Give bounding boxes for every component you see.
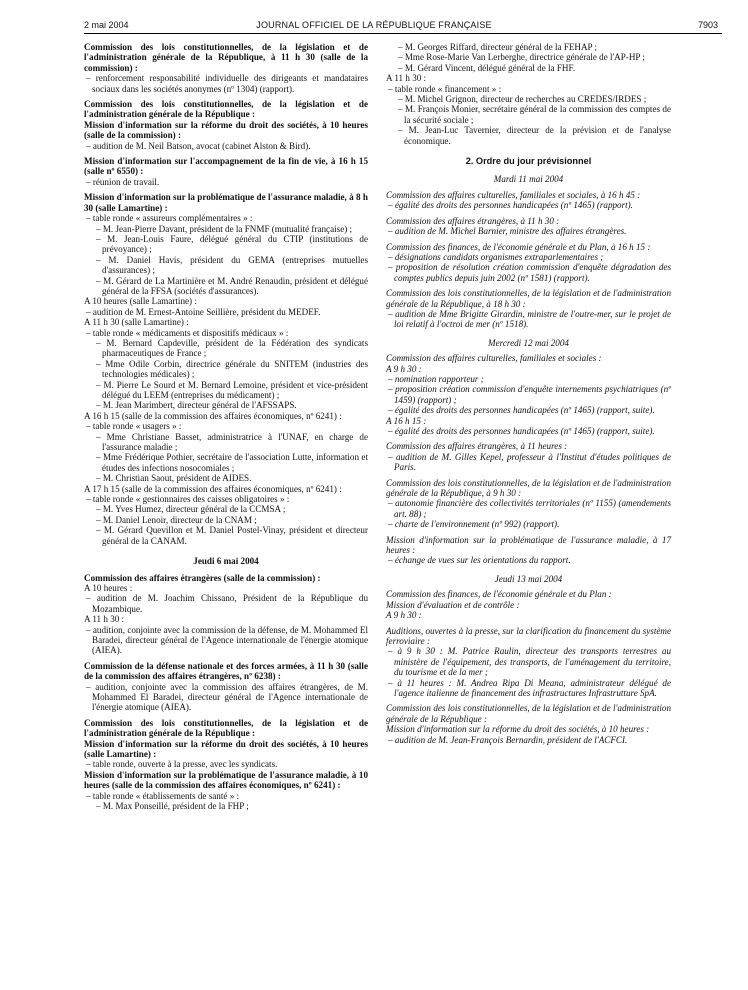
- agenda-item: – table ronde « financement » :: [388, 83, 502, 94]
- paragraph: A 11 h 30 :: [386, 73, 427, 84]
- commission-heading: Mission d'information sur la problématique de l'assurance maladie, à 10 heures (salle de la commission des affaires économiques, nº 6241) :: [84, 769, 368, 791]
- right-column: [386, 42, 671, 745]
- paragraph: A 17 h 15 (salle de la commission des affaires économiques, nº 6241) :: [84, 483, 342, 494]
- paragraph: A 16 h 15 :: [386, 415, 427, 426]
- agenda-item: – M. Gérard Quevillon et M. Daniel Postel-Vinay, président et directeur général de la CANAM.: [96, 525, 368, 546]
- agenda-item: – table ronde, ouverte à la presse, avec les syndicats.: [86, 759, 278, 770]
- agenda-item: – autonomie financière des collectivités territoriales (nº 1155) (amendements art. 88) ;: [388, 498, 671, 519]
- agenda-item: – audition de M. Joachim Chissano, Président de la République du Mozambique.: [86, 593, 368, 614]
- agenda-item: – audition de M. Ernest-Antoine Seillière, président du MEDEF.: [86, 306, 321, 317]
- agenda-item: – M. Christian Saout, président de AIDES.: [96, 473, 252, 484]
- paragraph: Commission des lois constitutionnelles, de la législation et de l'administration générale de la République :: [386, 703, 671, 724]
- header-date: 2 mai 2004: [84, 20, 129, 30]
- commission-heading: Commission des lois constitutionnelles, de la législation et de l'administration générale de la République :: [84, 717, 368, 739]
- agenda-item: – M. Bernard Capdeville, président de la Fédération des syndicats pharmaceutiques de France ;: [96, 337, 368, 359]
- paragraph: Commission des finances, de l'économie générale et du Plan :: [386, 589, 612, 600]
- agenda-item: – table ronde « usagers » :: [86, 421, 182, 432]
- agenda-item: – M. Jean-Louis Faure, délégué général du CTIP (institutions de prévoyance) ;: [96, 233, 368, 255]
- agenda-item: – audition de M. Neil Batson, avocat (cabinet Alston & Bird).: [86, 140, 311, 151]
- agenda-item: – Mme Rose-Marie Van Lerberghe, directrice générale de l'AP-HP ;: [398, 52, 645, 63]
- commission-heading: Commission des lois constitutionnelles, de la législation et de l'administration générale de la République, à 11 h 30 (salle de la commission) :: [84, 42, 368, 73]
- commission-heading: Mission d'information sur l'accompagnement de la fin de vie, à 16 h 15 (salle nº 6550) :: [84, 156, 368, 177]
- agenda-item: – audition de M. Jean-François Bernardin, président de l'ACFCI.: [388, 734, 628, 745]
- paragraph: Commission des lois constitutionnelles, de la législation et de l'administration générale de la République, à 18 h 30 :: [386, 288, 671, 309]
- agenda-item: – M. Georges Riffard, directeur général de la FEHAP ;: [398, 42, 598, 52]
- day-heading: Jeudi 13 mai 2004: [494, 573, 563, 584]
- day-heading: Jeudi 6 mai 2004: [193, 556, 259, 567]
- paragraph: Commission des affaires étrangères, à 11 h 30 :: [386, 215, 560, 226]
- left-column: [84, 42, 368, 811]
- agenda-item: – désignations candidats organismes extraparlementaires ;: [388, 251, 604, 262]
- agenda-item: – M. Jean-Pierre Davant, président de la FNMF (mutualité française) ;: [96, 223, 353, 234]
- agenda-item: – M. Gérard Vincent, délégué général de la FHF.: [398, 62, 576, 73]
- agenda-item: – M. Jean Marimbert, directeur général de l'AFSSAPS.: [96, 400, 297, 411]
- agenda-item: – Mme Odile Corbin, directrice générale du SNITEM (industries des technologies médicales) ;: [96, 358, 368, 380]
- agenda-item: – M. Daniel Lenoir, directeur de la CNAM ;: [96, 514, 257, 525]
- paragraph: Commission des affaires étrangères, à 11 heures :: [386, 441, 568, 452]
- agenda-item: – à 11 heures : M. Andrea Ripa Di Meana, administrateur délégué de l'agence italienne de financement des infrastructures Infrastrutture SpA.: [388, 677, 671, 698]
- agenda-item: – M. Pierre Le Sourd et M. Bernard Lemoine, président et vice-président délégué du LEEM (entreprises du médicament) ;: [96, 379, 368, 400]
- agenda-item: – M. Max Ponseillé, président de la FHP ;: [96, 801, 249, 812]
- paragraph: A 10 heures :: [84, 582, 133, 593]
- commission-heading: Mission d'information sur la problématique de l'assurance maladie, à 8 h 30 (salle Lamartine) :: [84, 192, 368, 213]
- agenda-item: – audition de M. Michel Barnier, ministre des affaires étrangères.: [388, 226, 627, 237]
- header-rule: [84, 33, 722, 34]
- agenda-item: – M. Jean-Luc Tavernier, directeur de la prévision et de l'analyse économique.: [398, 125, 671, 146]
- agenda-item: – à 9 h 30 : M. Patrice Raulin, directeur des transports terrestres au ministère de l'équipement, des transports, de l'aménagement du territoire, du tourisme et de la mer ;: [388, 646, 671, 678]
- agenda-item: – audition de Mme Brigitte Girardin, ministre de l'outre-mer, sur le projet de loi relatif à l'octroi de mer (nº 1518).: [388, 308, 671, 330]
- paragraph: Commission des finances, de l'économie générale et du Plan, à 16 h 15 :: [386, 241, 651, 252]
- paragraph: Auditions, ouvertes à la presse, sur la clarification du financement du système ferroviaire :: [386, 625, 671, 646]
- paragraph: A 11 h 30 :: [84, 614, 125, 625]
- paragraph: Mission d'information sur la réforme du droit des sociétés, à 10 heures :: [386, 724, 650, 735]
- agenda-item: – charte de l'environnement (nº 992) (rapport).: [388, 519, 560, 530]
- commission-heading: Mission d'information sur la réforme du droit des sociétés, à 10 heures (salle Lamartine) :: [84, 738, 368, 759]
- paragraph: Mission d'information sur la problématique de l'assurance maladie, à 17 heures :: [386, 534, 671, 556]
- agenda-item: – audition, conjointe avec la commission des affaires étrangères, de M. Mohammed El Baradei, directeur général de l'Agence internationale de l'énergie atomique (AIEA).: [86, 681, 368, 713]
- agenda-item: – renforcement responsabilité individuelle des dirigeants et mandataires sociaux dans les sociétés anonymes (nº 1304) (rapport).: [86, 73, 368, 94]
- agenda-item: – Mme Frédérique Pothier, secrétaire de l'association Lutte, information et études des infections nosocomiales ;: [96, 452, 368, 473]
- agenda-item: – échange de vues sur les orientations du rapport.: [388, 555, 571, 566]
- agenda-item: – M. Yves Humez, directeur général de la CCMSA ;: [96, 504, 286, 515]
- commission-heading: Commission des affaires étrangères (salle de la commission) :: [84, 572, 321, 583]
- paragraph: A 9 h 30 :: [386, 610, 422, 621]
- agenda-item: – nomination rapporteur ;: [388, 373, 484, 384]
- paragraph: Commission des affaires culturelles, familiales et sociales :: [386, 353, 602, 364]
- paragraph: A 9 h 30 :: [386, 363, 422, 374]
- agenda-item: – Mme Christiane Basset, administratrice à l'UNAF, en charge de l'assurance maladie ;: [96, 431, 368, 453]
- agenda-item: – audition, conjointe avec la commission de la défense, de M. Mohammed El Baradei, directeur général de l'Agence internationale de l'énergie atomique (AIEA).: [86, 624, 368, 656]
- commission-heading: Commission des lois constitutionnelles, de la législation et de l'administration générale de la République :: [84, 99, 368, 120]
- header-title: JOURNAL OFFICIEL DE LA RÉPUBLIQUE FRANÇAISE: [256, 20, 492, 30]
- agenda-item: – proposition de résolution création commission d'enquête dégradation des comptes publics depuis juin 2002 (nº 1581) (rapport).: [388, 262, 671, 283]
- agenda-item: – égalité des droits des personnes handicapées (nº 1465) (rapport, suite).: [388, 405, 655, 416]
- paragraph: Mission d'évaluation et de contrôle :: [386, 599, 520, 610]
- agenda-item: – M. Michel Grignon, directeur de recherches au CREDES/IRDES ;: [398, 94, 647, 105]
- paragraph: Commission des affaires culturelles, familiales et sociales, à 16 h 45 :: [386, 189, 641, 200]
- agenda-item: – table ronde « établissements de santé » :: [86, 790, 240, 801]
- agenda-item: – audition de M. Gilles Kepel, professeur à l'Institut d'études politiques de Paris.: [388, 451, 671, 473]
- agenda-item: – M. François Monier, secrétaire général de la commission des comptes de la sécurité sociale ;: [398, 104, 671, 125]
- agenda-item: – proposition création commission d'enquête internements psychiatriques (nº 1459) (rapport) ;: [388, 384, 671, 405]
- paragraph: A 10 heures (salle Lamartine) :: [84, 296, 197, 307]
- agenda-item: – M. Daniel Havis, président du GEMA (entreprises mutuelles d'assurances) ;: [96, 254, 368, 276]
- agenda-item: – M. Gérard de La Martinière et M. André Renaudin, président et délégué général de la FFSA (sociétés d'assurances).: [96, 275, 368, 296]
- section-heading: 2. Ordre du jour prévisionnel: [465, 156, 592, 167]
- page-header: [0, 0, 748, 30]
- header-page-number: 7903: [697, 20, 718, 30]
- agenda-item: – réunion de travail.: [86, 176, 160, 187]
- agenda-item: – table ronde « médicaments et dispositifs médicaux » :: [86, 327, 289, 338]
- commission-heading: Commission de la défense nationale et des forces armées, à 11 h 30 (salle de la commission des affaires étrangères, nº 6238) :: [84, 660, 368, 682]
- commission-heading: Mission d'information sur la réforme du droit des sociétés, à 10 heures (salle de la commission) :: [84, 119, 368, 141]
- day-heading: Mardi 11 mai 2004: [493, 174, 564, 185]
- day-heading: Mercredi 12 mai 2004: [488, 337, 569, 348]
- agenda-item: – égalité des droits des personnes handicapées (nº 1465) (rapport, suite).: [388, 426, 655, 436]
- agenda-item: – table ronde « assureurs complémentaires » :: [86, 213, 253, 224]
- agenda-item: – égalité des droits des personnes handicapées (nº 1465) (rapport).: [388, 200, 633, 211]
- agenda-item: – table ronde « gestionnaires des caisses obligatoires » :: [86, 494, 290, 505]
- paragraph: Commission des lois constitutionnelles, de la législation et de l'administration générale de la République, à 9 h 30 :: [386, 477, 671, 499]
- paragraph: A 11 h 30 (salle Lamartine) :: [84, 317, 189, 328]
- paragraph: A 16 h 15 (salle de la commission des affaires économiques, nº 6241) :: [84, 410, 342, 421]
